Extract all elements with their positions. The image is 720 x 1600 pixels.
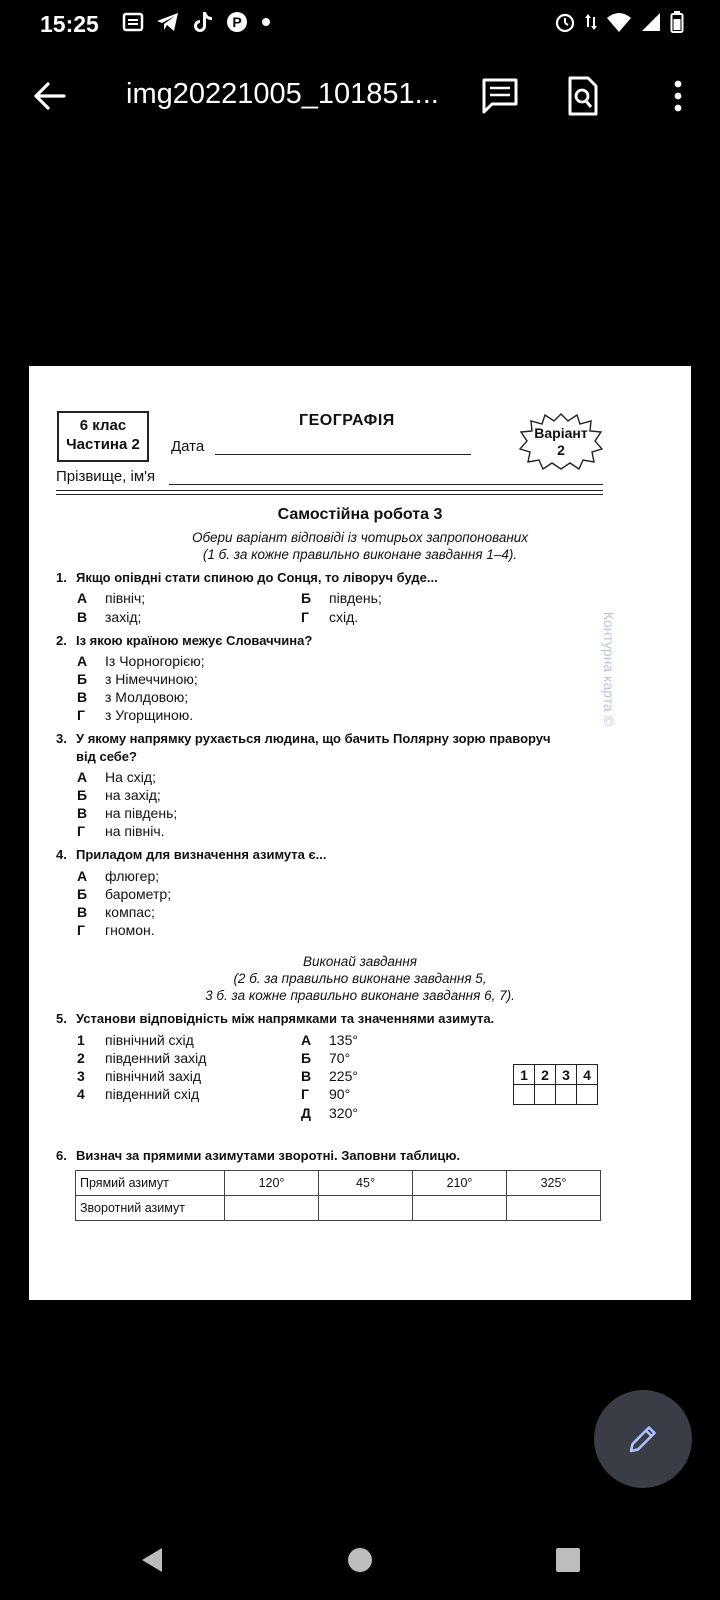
- q3-option-a: А На схід;: [77, 769, 156, 785]
- q5-right-a: А 135°: [301, 1032, 358, 1048]
- alarm-icon: [554, 11, 576, 33]
- back-arrow-icon[interactable]: [28, 78, 72, 114]
- q2-option-c: В з Молдовою;: [77, 689, 189, 705]
- instructions-2-line1: Виконай завдання: [302, 954, 417, 969]
- side-watermark-text: Контурна карта ©: [601, 611, 617, 726]
- q2-option-a: А Із Чорногорією;: [77, 653, 205, 669]
- edit-fab[interactable]: [594, 1390, 692, 1488]
- file-title: img20221005_101851...: [126, 78, 439, 110]
- q5-right-e: Д 320°: [301, 1105, 358, 1121]
- instructions-1-line2: (1 б. за кожне правильно виконане завдання 1–4).: [202, 547, 518, 562]
- q4-option-a: А флюгер;: [77, 868, 160, 884]
- question-2: 2. Із якою країною межує Словаччина?: [56, 633, 313, 648]
- instructions-1-line1: Обери варіант відповіді із чотирьох запропонованих: [191, 530, 529, 545]
- battery-icon: [670, 10, 684, 34]
- q4-option-c: В компас;: [77, 904, 155, 920]
- app-bar: [0, 56, 720, 136]
- svg-text:P: P: [232, 14, 242, 30]
- q3-option-b: Б на захід;: [77, 787, 161, 803]
- comment-icon[interactable]: [478, 74, 522, 118]
- q5-right-c: В 225°: [301, 1068, 358, 1084]
- grade-label: 6 клас: [79, 417, 127, 434]
- question-3-line1: 3. У якому напрямку рухається людина, що бачить Полярну зорю праворуч: [56, 731, 551, 746]
- answer-cell: [514, 1085, 535, 1105]
- q3-option-c: В на південь;: [77, 805, 178, 821]
- question-5: 5. Установи відповідність між напрямками та значеннями азимута.: [56, 1011, 495, 1026]
- find-in-page-icon[interactable]: [560, 74, 604, 118]
- answer-cell: [577, 1085, 598, 1105]
- q2-option-b: Б з Німеччиною;: [77, 671, 198, 687]
- instructions-2-line3: 3 б. за кожне правильно виконане завдання 6, 7).: [205, 988, 515, 1003]
- q5-right-d: Г 90°: [301, 1086, 351, 1102]
- reverse-azimuth-label: Зворотний азимут: [76, 1196, 225, 1221]
- dot-icon: [260, 11, 272, 33]
- tiktok-icon: [192, 10, 214, 34]
- date-label: Дата: [171, 438, 205, 455]
- telegram-icon: [156, 11, 180, 33]
- answer-cell: [535, 1085, 556, 1105]
- answer-header-cell: 2: [535, 1065, 556, 1085]
- azimuth-table: [75, 1170, 601, 1221]
- answer-header-cell: 4: [577, 1065, 598, 1085]
- work-title: Самостійна робота 3: [277, 506, 443, 523]
- question-3-line2: від себе?: [76, 749, 137, 764]
- surname-line: [169, 484, 603, 485]
- answer-header-cell: 1: [514, 1065, 535, 1085]
- answer-cell: [556, 1085, 577, 1105]
- grade-box: [57, 411, 149, 462]
- list-icon: [122, 11, 144, 33]
- data-arrows-icon: [584, 11, 598, 33]
- variant-number: 2: [557, 442, 565, 458]
- variant-label: Варіант: [534, 425, 588, 441]
- direct-azimuth-label: Прямий азимут: [76, 1171, 225, 1196]
- nav-bar: [0, 1520, 720, 1600]
- signal-icon: [640, 11, 662, 33]
- q2-option-d: Г з Угорщиною.: [77, 707, 194, 723]
- q5-left-1: 1 північний схід: [77, 1032, 194, 1048]
- status-bar: [0, 0, 720, 48]
- recents-square-icon[interactable]: [552, 1544, 584, 1576]
- question-4: 4. Приладом для визначення азимута є...: [56, 847, 327, 862]
- q1-option-c: В захід;: [77, 609, 142, 625]
- reverse-azimuth-cell: [507, 1196, 601, 1221]
- pinterest-icon: [226, 11, 248, 33]
- pencil-icon: [625, 1421, 661, 1457]
- instructions-2-line2: (2 б. за правильно виконане завдання 5,: [233, 971, 487, 986]
- q5-right-b: Б 70°: [301, 1050, 351, 1066]
- wifi-icon: [606, 11, 632, 33]
- q3-option-d: Г на північ.: [77, 823, 165, 839]
- reverse-azimuth-cell: [413, 1196, 507, 1221]
- q5-left-4: 4 південний схід: [77, 1086, 200, 1102]
- q5-left-2: 2 південний захід: [77, 1050, 207, 1066]
- part-label: Частина 2: [66, 436, 140, 453]
- q5-answer-table: [513, 1064, 598, 1105]
- azimuth-value: 120°: [225, 1171, 319, 1196]
- reverse-azimuth-cell: [225, 1196, 319, 1221]
- question-6: 6. Визнач за прямими азимутами зворотні. Заповни таблицю.: [56, 1148, 461, 1163]
- back-triangle-icon[interactable]: [136, 1544, 168, 1576]
- date-line: [215, 454, 471, 455]
- question-1: 1. Якщо опівдні стати спиною до Сонця, то ліворуч буде...: [56, 570, 438, 585]
- q1-option-a: А північ;: [77, 590, 146, 606]
- variant-badge: [519, 412, 603, 470]
- surname-label: Прізвище, ім'я: [56, 468, 156, 485]
- q1-option-d: Г схід.: [301, 609, 359, 625]
- q5-left-3: 3 північний захід: [77, 1068, 202, 1084]
- reverse-azimuth-cell: [319, 1196, 413, 1221]
- azimuth-value: 45°: [319, 1171, 413, 1196]
- status-time: 15:25: [40, 11, 99, 37]
- header-rule: [56, 490, 603, 495]
- home-circle-icon[interactable]: [344, 1544, 376, 1576]
- azimuth-value: 210°: [413, 1171, 507, 1196]
- more-vert-icon[interactable]: [656, 74, 700, 118]
- q1-option-b: Б південь;: [301, 590, 382, 606]
- q4-option-b: Б барометр;: [77, 886, 172, 902]
- document-page[interactable]: [29, 366, 691, 1300]
- q4-option-d: Г гномон.: [77, 922, 155, 938]
- subject-title: ГЕОГРАФІЯ: [299, 412, 395, 429]
- azimuth-value: 325°: [507, 1171, 601, 1196]
- answer-header-cell: 3: [556, 1065, 577, 1085]
